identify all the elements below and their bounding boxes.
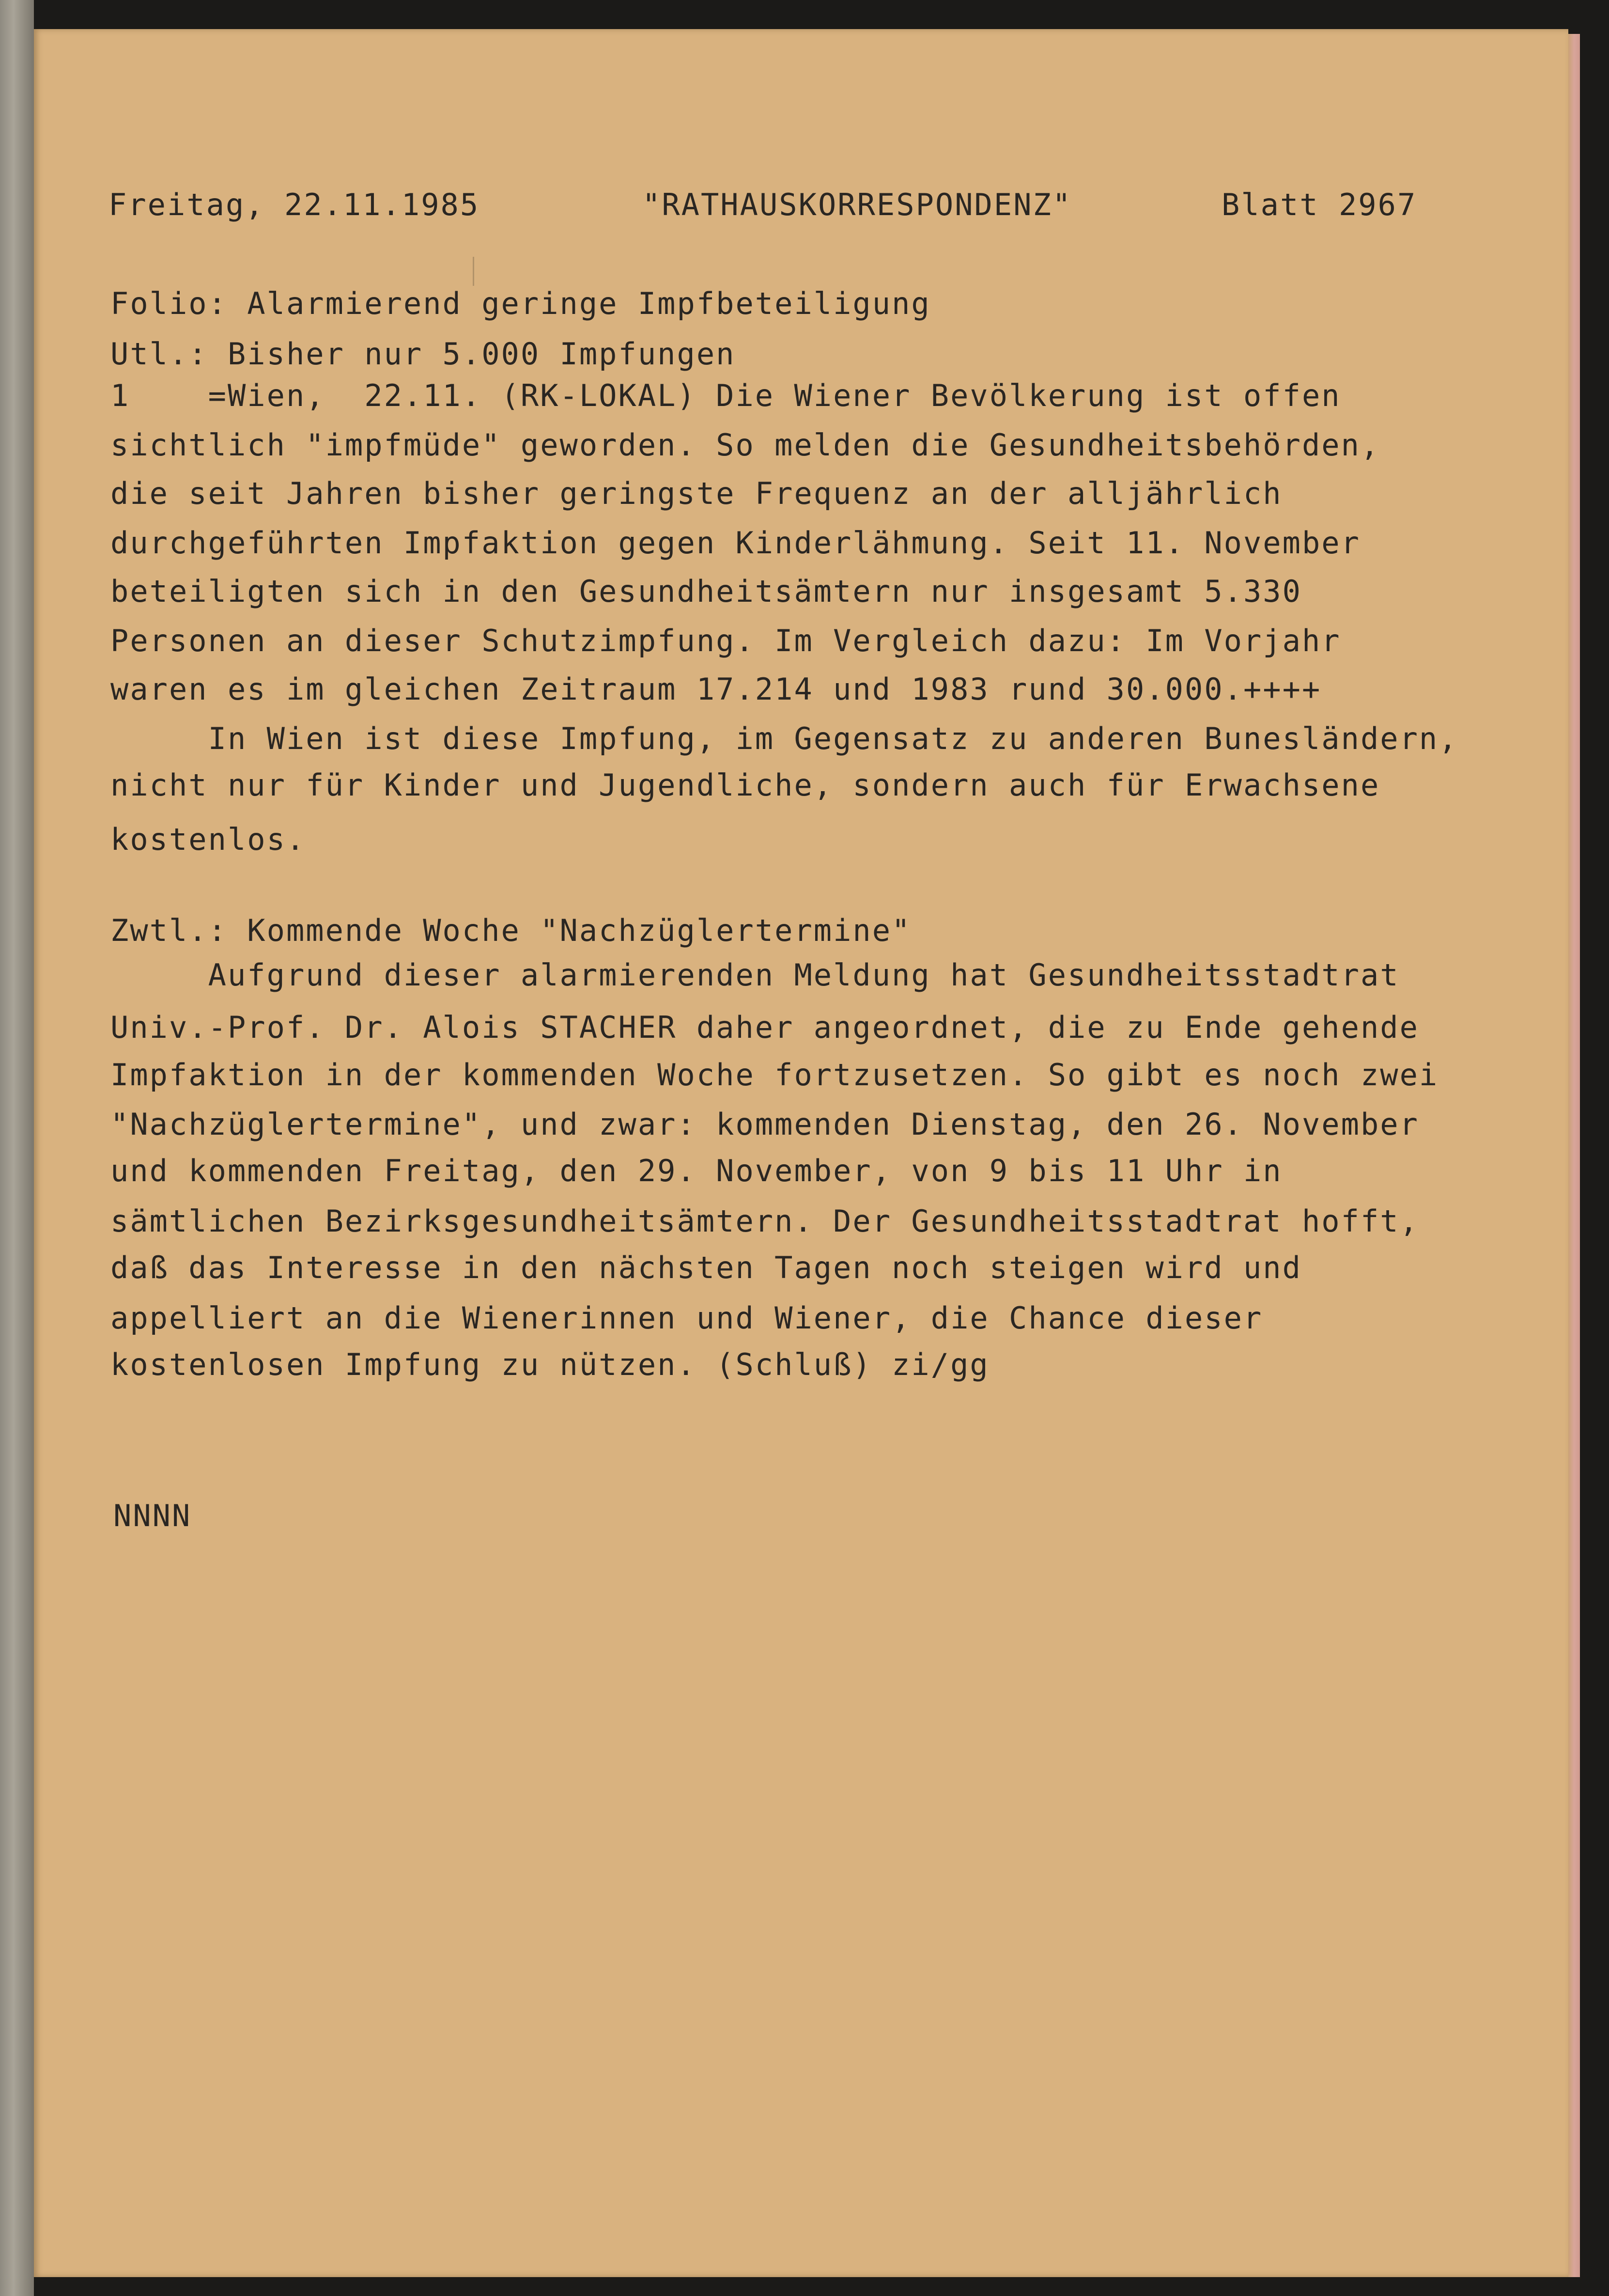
intertitle: Zwtl.: Kommende Woche "Nachzüglertermine" [110,913,912,948]
header-sheet-number: Blatt 2967 [1222,187,1417,222]
body-line: "Nachzüglertermine", und zwar: kommenden Dienstag, den 26. November [110,1107,1419,1142]
fold-mark [473,257,474,286]
body-line: kostenlosen Impfung zu nützen. (Schluß) zi/gg [110,1347,990,1382]
body-line: durchgeführten Impfaktion gegen Kinderlähmung. Seit 11. November [110,525,1361,561]
body-line: beteiligten sich in den Gesundheitsämtern nur insgesamt 5.330 [110,574,1302,609]
end-mark: NNNN [113,1498,192,1533]
subtitle: Utl.: Bisher nur 5.000 Impfungen [110,336,736,372]
body-line: die seit Jahren bisher geringste Frequenz an der alljährlich [110,476,1283,511]
page-edge [1568,34,1580,2277]
body-line: appelliert an die Wienerinnen und Wiener, die Chance dieser [110,1300,1263,1336]
body-line: sichtlich "impfmüde" geworden. So melden die Gesundheitsbehörden, [110,427,1380,463]
body-line: Impfaktion in der kommenden Woche fortzusetzen. So gibt es noch zwei [110,1057,1439,1093]
body-line: und kommenden Freitag, den 29. November, von 9 bis 11 Uhr in [110,1153,1283,1188]
body-line: Personen an dieser Schutzimpfung. Im Vergleich dazu: Im Vorjahr [110,623,1341,658]
body-line: 1 =Wien, 22.11. (RK-LOKAL) Die Wiener Bevölkerung ist offen [110,378,1341,413]
body-line: waren es im gleichen Zeitraum 17.214 und 1983 rund 30.000.++++ [110,672,1322,707]
body-line: kostenlos. [110,822,306,857]
body-line: nicht nur für Kinder und Jugendliche, sondern auch für Erwachsene [110,767,1380,803]
body-line: Aufgrund dieser alarmierenden Meldung hat Gesundheitsstadtrat [110,957,1400,993]
body-line: In Wien ist diese Impfung, im Gegensatz zu anderen Bunesländern, [110,721,1458,756]
body-line: Univ.-Prof. Dr. Alois STACHER daher angeordnet, die zu Ende gehende [110,1010,1419,1045]
header-date: Freitag, 22.11.1985 [108,187,480,222]
body-line: daß das Interesse in den nächsten Tagen noch steigen wird und [110,1250,1302,1285]
body-line: sämtlichen Bezirksgesundheitsämtern. Der Gesundheitsstadtrat hofft, [110,1203,1419,1239]
binding-shadow [0,0,34,2296]
header-publication: "RATHAUSKORRESPONDENZ" [642,187,1072,222]
folio-title: Folio: Alarmierend geringe Impfbeteiligung [110,286,931,321]
